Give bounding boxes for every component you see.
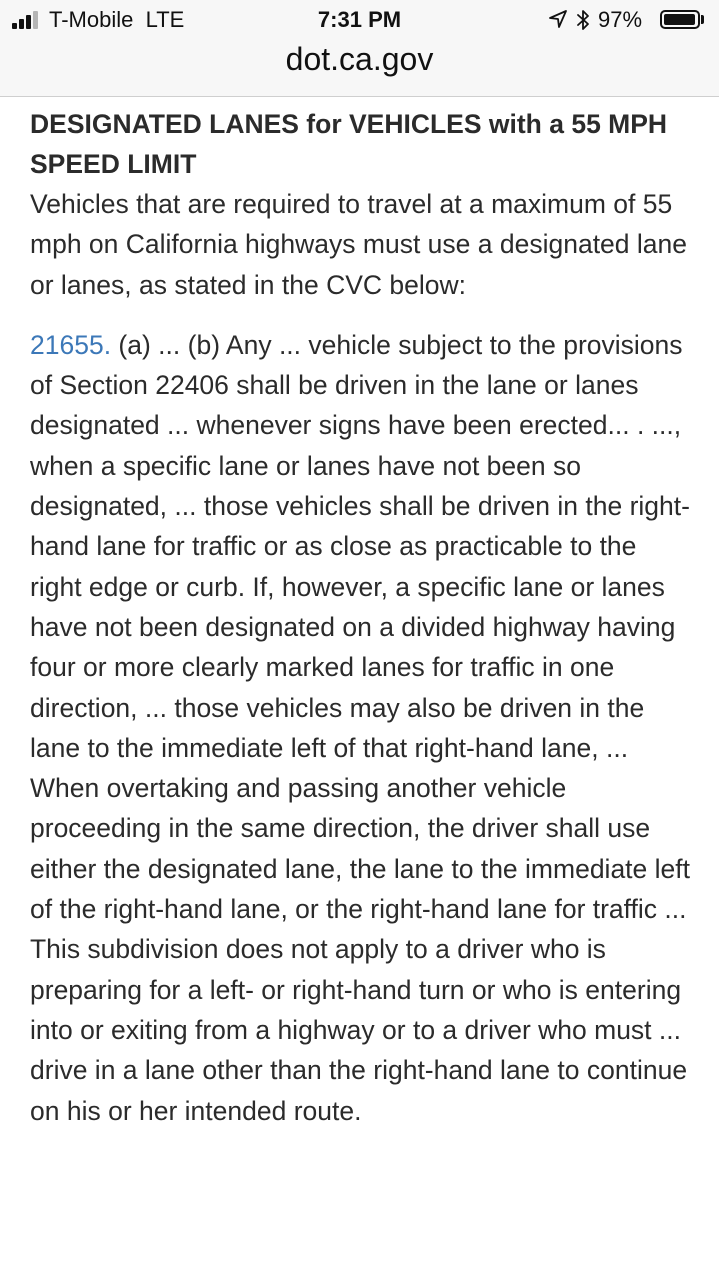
status-time: 7:31 PM bbox=[317, 7, 402, 32]
location-arrow-icon bbox=[548, 9, 568, 29]
section-21655-link[interactable]: 21655. bbox=[30, 329, 112, 360]
battery-percent: 97% bbox=[598, 7, 643, 32]
network-type: LTE bbox=[145, 7, 185, 32]
statute-paragraph bbox=[30, 325, 692, 1131]
bluetooth-icon bbox=[576, 8, 590, 32]
battery-cap bbox=[701, 15, 704, 24]
battery-icon bbox=[660, 10, 700, 29]
url-text[interactable]: dot.ca.gov bbox=[285, 41, 434, 77]
intro-paragraph: Vehicles that are required to travel at a maximum of 55 mph on California highways must use a designated lane or lanes, as stated in the CVC below: bbox=[30, 189, 688, 300]
statute-text: (a) ... (b) Any ... vehicle subject to the provisions of Section 22406 shall be driven in the lane or lanes designated ... whenever signs have been erected... . ..., when a specific lane or lanes have not been so designated, ... those vehicles shall be driven in the right-hand lane for traffic or as close as practicable to the right edge or curb. If, however, a specific lane or lanes have not been designated on a divided highway having four or more clearly marked lanes for traffic in one direction, ... those vehicles may also be driven in the lane to the immediate left of that right-hand lane, ... When overtaking and passing another vehicle proceeding in the same direction, the driver shall use either the designated lane, the lane to the immediate left of the right-hand lane, or the right-hand lane for traffic ... This subdivision does not apply to a driver who is preparing for a left- or right-hand turn or who is entering into or exiting from a highway or to a driver who must ... drive in a lane other than the right-hand lane to continue on his or her intended route. bbox=[30, 329, 690, 1126]
status-bar bbox=[0, 0, 719, 40]
page-title: DESIGNATED LANES for VEHICLES with a 55 MPH SPEED LIMIT bbox=[30, 109, 668, 179]
carrier-name: T-Mobile bbox=[49, 7, 134, 32]
article-content bbox=[30, 104, 692, 1131]
address-bar[interactable] bbox=[0, 40, 719, 97]
battery-fill bbox=[664, 14, 695, 25]
